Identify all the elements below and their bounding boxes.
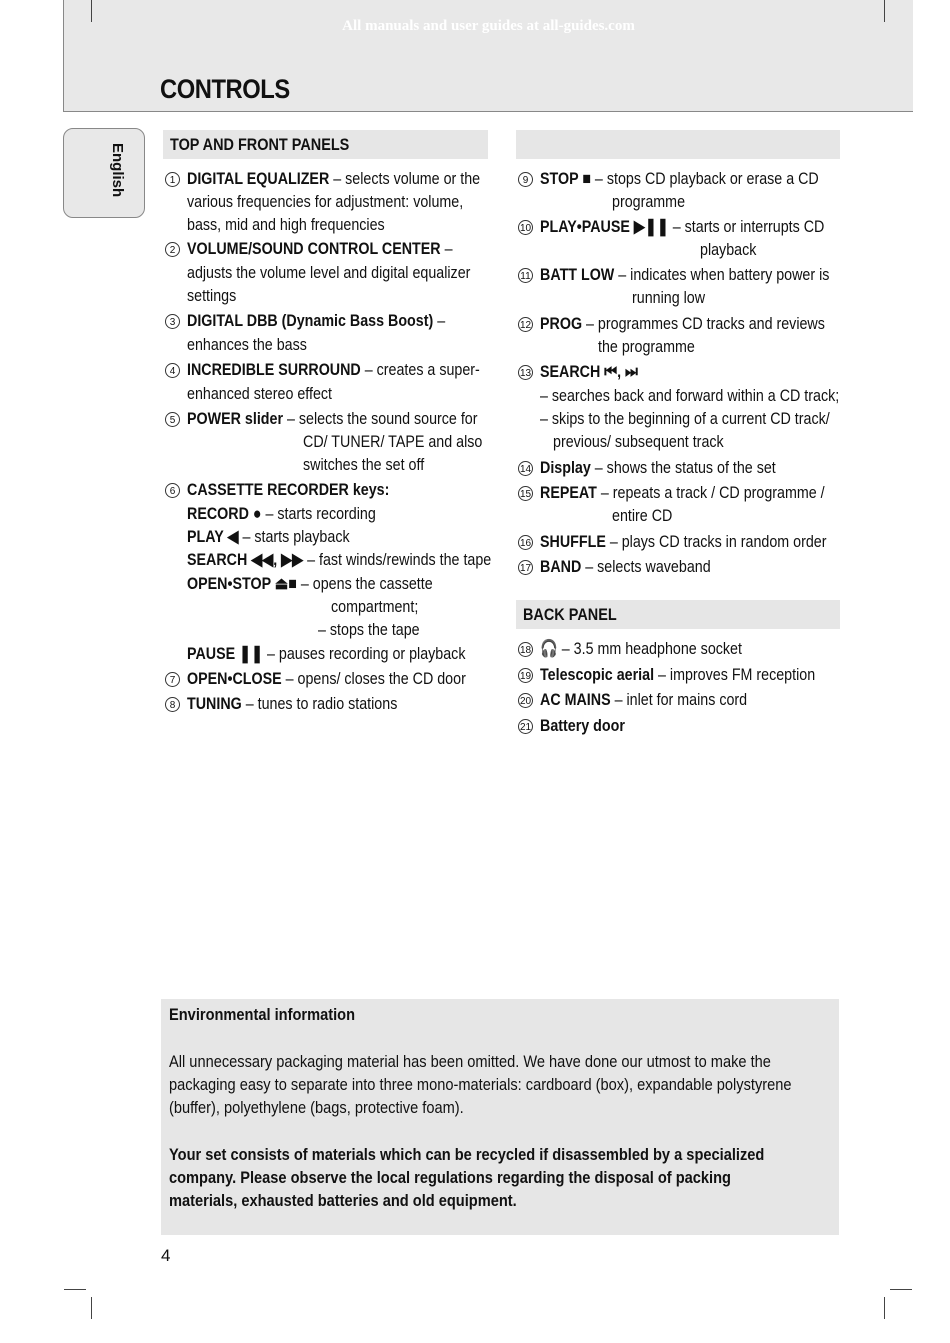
control-description	[187, 526, 350, 548]
control-description	[187, 359, 480, 381]
control-text: – programmes CD tracks and reviews	[582, 314, 825, 333]
control-name: Telescopic aerial	[540, 665, 655, 684]
control-description	[540, 664, 815, 686]
control-text: programme	[612, 192, 686, 211]
control-text: – inlet for mains cord	[610, 690, 748, 709]
control-text: – stops the tape	[318, 620, 420, 639]
control-description	[187, 262, 470, 284]
environmental-notice: Your set consists of materials which can be recycled if disassembled by a specialized	[169, 1145, 765, 1164]
control-description	[540, 638, 742, 660]
control-description	[187, 168, 480, 190]
control-text: –	[433, 311, 446, 330]
control-text: – creates a super-	[360, 360, 480, 379]
control-name: PROG	[540, 314, 583, 333]
control-name: PAUSE ❚❚	[187, 644, 264, 663]
control-description	[331, 596, 418, 618]
environmental-info-box	[161, 999, 839, 1235]
control-description	[187, 503, 376, 525]
right-column-heading	[516, 130, 840, 159]
control-name: SHUFFLE	[540, 532, 606, 551]
control-text: settings	[187, 286, 237, 305]
control-description	[187, 573, 433, 595]
control-text: – indicates when battery power is	[614, 265, 830, 284]
control-name: DIGITAL EQUALIZER	[187, 169, 330, 188]
control-description	[540, 385, 839, 407]
control-name: AC MAINS	[540, 690, 611, 709]
control-text: – fast winds/rewinds the tape	[303, 550, 492, 569]
item-number: 18	[518, 642, 533, 657]
control-text: – plays CD tracks in random order	[605, 532, 827, 551]
control-name: STOP ■	[540, 169, 591, 188]
back-panel-heading: BACK PANEL	[516, 600, 840, 629]
control-description	[187, 643, 465, 665]
item-number: 1	[165, 172, 180, 187]
item-number: 9	[518, 172, 533, 187]
control-text: 🎧 – 3.5 mm headphone socket	[540, 639, 742, 658]
control-name: DIGITAL DBB (Dynamic Bass Boost)	[187, 311, 434, 330]
control-text: – improves FM reception	[654, 665, 816, 684]
control-text: compartment;	[331, 597, 419, 616]
control-name: SEARCH ◀◀, ▶▶	[187, 550, 304, 569]
control-description	[540, 264, 829, 286]
item-number: 11	[518, 268, 533, 283]
control-description	[187, 479, 389, 501]
control-text: – pauses recording or playback	[263, 644, 466, 663]
environmental-heading: Environmental information	[169, 1005, 356, 1024]
control-text: previous/ subsequent track	[553, 432, 724, 451]
control-name: OPEN•STOP ⏏■	[187, 574, 297, 593]
item-number: 20	[518, 693, 533, 708]
control-name: RECORD ●	[187, 504, 262, 523]
crop-mark	[890, 1289, 912, 1290]
watermark: All manuals and user guides at all-guides.com	[342, 18, 635, 34]
control-name: POWER slider	[187, 409, 284, 428]
control-description	[187, 238, 453, 260]
item-number: 17	[518, 560, 533, 575]
control-text: enhanced stereo effect	[187, 384, 333, 403]
control-text: –	[440, 239, 453, 258]
item-number: 3	[165, 314, 180, 329]
control-description	[540, 715, 625, 737]
control-text: – stops CD playback or erase a CD	[590, 169, 819, 188]
control-text: – starts playback	[238, 527, 350, 546]
control-description	[598, 336, 695, 358]
control-name: BAND	[540, 557, 582, 576]
crop-mark	[91, 1297, 92, 1319]
control-text: – searches back and forward within a CD track;	[540, 386, 840, 405]
control-description	[187, 668, 466, 690]
control-text: switches the set off	[303, 455, 425, 474]
control-name: SEARCH ⏮, ⏭	[540, 362, 638, 381]
item-number: 14	[518, 461, 533, 476]
control-text: – starts or interrupts CD	[668, 217, 825, 236]
control-description	[187, 285, 236, 307]
control-description	[187, 214, 385, 236]
control-description	[612, 505, 672, 527]
control-description	[612, 191, 685, 213]
control-text: – opens/ closes the CD door	[281, 669, 466, 688]
control-description	[540, 216, 824, 238]
environmental-notice: company. Please observe the local regulations regarding the disposal of packing	[169, 1168, 731, 1187]
language-tab	[63, 128, 145, 218]
control-description	[632, 287, 705, 309]
control-description	[540, 556, 711, 578]
control-description	[187, 191, 463, 213]
control-text: – selects volume or the	[329, 169, 481, 188]
control-description	[187, 383, 332, 405]
item-number: 8	[165, 697, 180, 712]
control-name: CASSETTE RECORDER keys:	[187, 480, 390, 499]
control-text: – selects waveband	[581, 557, 711, 576]
crop-mark	[884, 1297, 885, 1319]
control-description	[187, 408, 478, 430]
control-name: BATT LOW	[540, 265, 615, 284]
page-title: CONTROLS	[160, 74, 290, 104]
control-name: Display	[540, 458, 591, 477]
item-number: 2	[165, 242, 180, 257]
item-number: 5	[165, 412, 180, 427]
control-text: adjusts the volume level and digital equalizer	[187, 263, 471, 282]
control-description	[540, 313, 825, 335]
control-description	[540, 361, 638, 383]
control-description	[540, 168, 819, 190]
control-description	[187, 693, 397, 715]
item-number: 15	[518, 486, 533, 501]
control-text: the programme	[598, 337, 695, 356]
control-description	[540, 689, 747, 711]
control-description	[303, 454, 424, 476]
control-text: – selects the sound source for	[283, 409, 478, 428]
control-text: CD/ TUNER/ TAPE and also	[303, 432, 483, 451]
control-description	[187, 549, 491, 571]
environmental-text: All unnecessary packaging material has been omitted. We have done our utmost to make the	[169, 1052, 771, 1071]
environmental-text: packaging easy to separate into three mono-materials: cardboard (box), expandable polystyrene	[169, 1075, 792, 1094]
environmental-text: (buffer), polyethylene (bags, protective foam).	[169, 1098, 464, 1117]
control-description	[540, 482, 825, 504]
control-description	[540, 408, 830, 430]
crop-mark	[884, 0, 885, 22]
control-name: INCREDIBLE SURROUND	[187, 360, 361, 379]
control-description	[540, 457, 776, 479]
control-text: enhances the bass	[187, 335, 307, 354]
language-label: English	[109, 143, 126, 198]
control-text: running low	[632, 288, 706, 307]
item-number: 12	[518, 317, 533, 332]
item-number: 4	[165, 363, 180, 378]
item-number: 16	[518, 535, 533, 550]
environmental-notice: materials, exhausted batteries and old equipment.	[169, 1191, 517, 1210]
item-number: 6	[165, 483, 180, 498]
crop-mark	[91, 0, 92, 22]
item-number: 21	[518, 719, 533, 734]
control-text: entire CD	[612, 506, 673, 525]
control-description	[303, 431, 482, 453]
control-name: Battery door	[540, 716, 625, 735]
top-front-heading: TOP AND FRONT PANELS	[163, 130, 488, 159]
item-number: 13	[518, 365, 533, 380]
control-text: – shows the status of the set	[590, 458, 776, 477]
control-text: – starts recording	[261, 504, 376, 523]
control-name: TUNING	[187, 694, 242, 713]
crop-mark	[64, 1289, 86, 1290]
control-text: bass, mid and high frequencies	[187, 215, 385, 234]
control-name: REPEAT	[540, 483, 597, 502]
control-name: VOLUME/SOUND CONTROL CENTER	[187, 239, 441, 258]
control-text: – skips to the beginning of a current CD track/	[540, 409, 830, 428]
control-name: OPEN•CLOSE	[187, 669, 282, 688]
control-description	[318, 619, 420, 641]
control-description	[553, 431, 724, 453]
control-description	[187, 334, 307, 356]
control-text: playback	[700, 240, 757, 259]
page-number: 4	[161, 1246, 171, 1265]
control-description	[540, 531, 826, 553]
control-text: – opens the cassette	[296, 574, 433, 593]
control-description	[700, 239, 756, 261]
item-number: 19	[518, 668, 533, 683]
item-number: 10	[518, 220, 533, 235]
control-description	[187, 310, 445, 332]
control-name: PLAY ◀	[187, 527, 239, 546]
control-text: – tunes to radio stations	[241, 694, 398, 713]
control-text: – repeats a track / CD programme /	[596, 483, 825, 502]
control-name: PLAY•PAUSE ▶❚❚	[540, 217, 669, 236]
item-number: 7	[165, 672, 180, 687]
control-text: various frequencies for adjustment: volume,	[187, 192, 464, 211]
